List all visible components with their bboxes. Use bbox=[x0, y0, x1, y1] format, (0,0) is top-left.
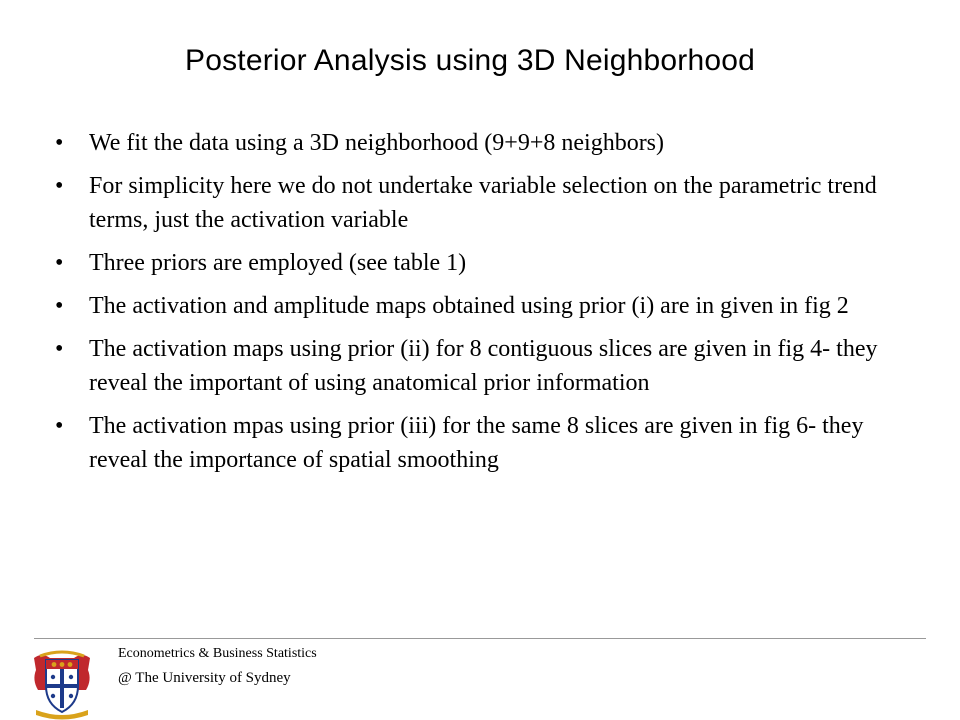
bullet-marker: • bbox=[55, 336, 64, 362]
bullet-text: The activation and amplitude maps obtained using prior (i) are in given in fig 2 bbox=[89, 293, 849, 319]
bullet-list bbox=[55, 126, 905, 486]
bullet-text: For simplicity here we do not undertake variable selection on the parametric trend terms, just the activation variable bbox=[89, 173, 877, 233]
bullet-marker: • bbox=[55, 293, 64, 319]
bullet-marker: • bbox=[55, 413, 64, 439]
bullet-item bbox=[55, 409, 905, 477]
bullet-text: We fit the data using a 3D neighborhood (9+9+8 neighbors) bbox=[89, 130, 665, 156]
bullet-text: The activation mpas using prior (iii) for the same 8 slices are given in fig 6- they reveal the importance of spatial smoothing bbox=[89, 413, 864, 473]
bullet-item bbox=[55, 126, 905, 160]
bullet-marker: • bbox=[55, 130, 64, 156]
bullet-marker: • bbox=[55, 250, 64, 276]
slide-title: Posterior Analysis using 3D Neighborhood bbox=[185, 44, 755, 77]
footer-divider bbox=[34, 638, 926, 639]
university-crest-icon bbox=[30, 650, 94, 720]
bullet-item bbox=[55, 246, 905, 280]
bullet-text: The activation maps using prior (ii) for 8 contiguous slices are given in fig 4- they reveal the important of using anatomical prior information bbox=[89, 336, 878, 396]
footer-department: Econometrics & Business Statistics bbox=[118, 646, 317, 661]
bullet-marker: • bbox=[55, 173, 64, 199]
bullet-text: Three priors are employed (see table 1) bbox=[89, 250, 467, 276]
footer-university: @ The University of Sydney bbox=[118, 670, 291, 686]
bullet-item bbox=[55, 169, 905, 237]
bullet-item bbox=[55, 332, 905, 400]
bullet-item bbox=[55, 289, 905, 323]
